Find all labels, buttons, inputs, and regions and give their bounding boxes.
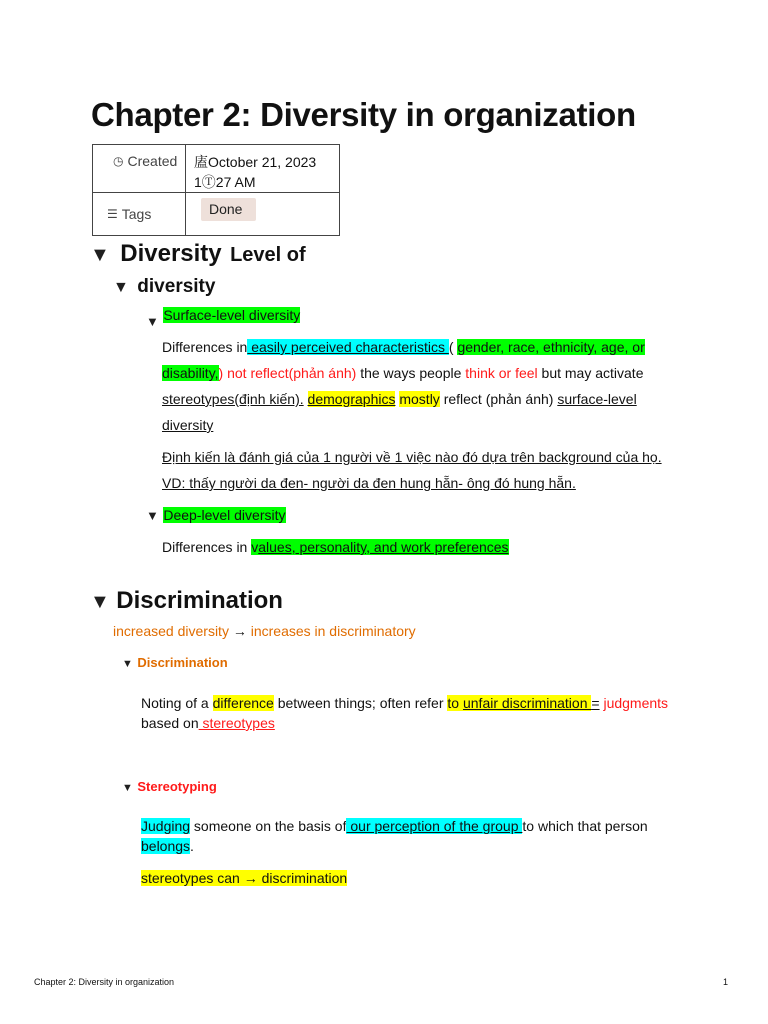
- stereotyping-line-2: belongs.: [141, 838, 194, 854]
- discrimination-line-2: based on stereotypes: [141, 715, 275, 731]
- clock-icon: ◷: [113, 154, 124, 168]
- heading-level-of: Level of: [230, 244, 306, 266]
- toggle-discrimination-sub[interactable]: [122, 654, 228, 672]
- triangle-down-icon[interactable]: ▼: [113, 279, 129, 296]
- property-row-created: [93, 145, 340, 193]
- toggle-stereotyping[interactable]: [122, 778, 217, 796]
- triangle-down-icon[interactable]: ▼: [90, 591, 110, 613]
- deep-level-text: Differences in values, personality, and work preferences: [162, 539, 509, 555]
- surface-level-label: Surface-level diversity: [163, 307, 301, 323]
- bias-example-line: VD: thấy người da đen- người da đen hung hẵn- ông đó hung hẵn.: [162, 475, 576, 491]
- triangle-down-icon[interactable]: ▼: [90, 244, 110, 266]
- triangle-down-icon[interactable]: ▼: [146, 314, 159, 329]
- footer-title: Chapter 2: Diversity in organization: [34, 977, 175, 987]
- surface-line-3: stereotypes(định kiến). demographics mostly reflect (phản ánh) surface-level: [162, 391, 637, 407]
- toggle-deep-level[interactable]: [146, 507, 286, 525]
- surface-line-2: disability,) not reflect(phản ánh) the ways people think or feel but may activate: [162, 365, 644, 381]
- toggle-diversity[interactable]: [90, 240, 306, 268]
- deep-level-label: Deep-level diversity: [163, 507, 286, 523]
- stereotyping-line-1: Judging someone on the basis of our perception of the group to which that person: [141, 818, 648, 834]
- property-row-tags: [93, 193, 340, 236]
- stereotyping-summary: stereotypes can → discrimination: [141, 870, 348, 886]
- created-label: Created: [127, 153, 178, 169]
- heading-diversity: Diversity: [120, 240, 222, 267]
- bias-definition-line: Định kiến là đánh giá của 1 người về 1 việc nào đó dựa trên background của họ.: [162, 449, 662, 465]
- surface-line-1: Differences in easily perceived characteristics ( gender, race, ethnicity, age, or: [162, 339, 645, 355]
- toggle-surface-level[interactable]: [146, 307, 301, 329]
- tag-done[interactable]: Done: [201, 198, 256, 221]
- triangle-down-icon[interactable]: ▼: [122, 658, 133, 670]
- page-title: Chapter 2: Diversity in organization: [91, 96, 636, 133]
- toggle-diversity-sub[interactable]: [113, 276, 215, 298]
- stereotyping-sublabel: Stereotyping: [137, 779, 217, 794]
- properties-table: [92, 144, 340, 236]
- discrimination-sublabel: Discrimination: [137, 655, 228, 670]
- tags-label: Tags: [121, 206, 152, 222]
- created-value-line2: 1Ⓣ27 AM: [194, 174, 256, 190]
- created-value-line1: 廅October 21, 2023: [194, 154, 317, 170]
- discrimination-line-1: Noting of a difference between things; often refer to unfair discrimination = judgments: [141, 695, 669, 711]
- heading-discrimination: Discrimination: [116, 587, 283, 614]
- surface-line-4: diversity: [162, 417, 214, 433]
- toggle-discrimination[interactable]: [90, 587, 283, 615]
- triangle-down-icon[interactable]: ▼: [122, 782, 133, 794]
- subheading-diversity: diversity: [137, 276, 216, 297]
- triangle-down-icon[interactable]: ▼: [146, 508, 159, 523]
- discrimination-intro: increased diversity → increases in discriminatory: [113, 623, 416, 639]
- arrow-right-icon: →: [232, 623, 247, 639]
- list-icon: ☰: [107, 207, 118, 221]
- page-number: 1: [723, 977, 729, 987]
